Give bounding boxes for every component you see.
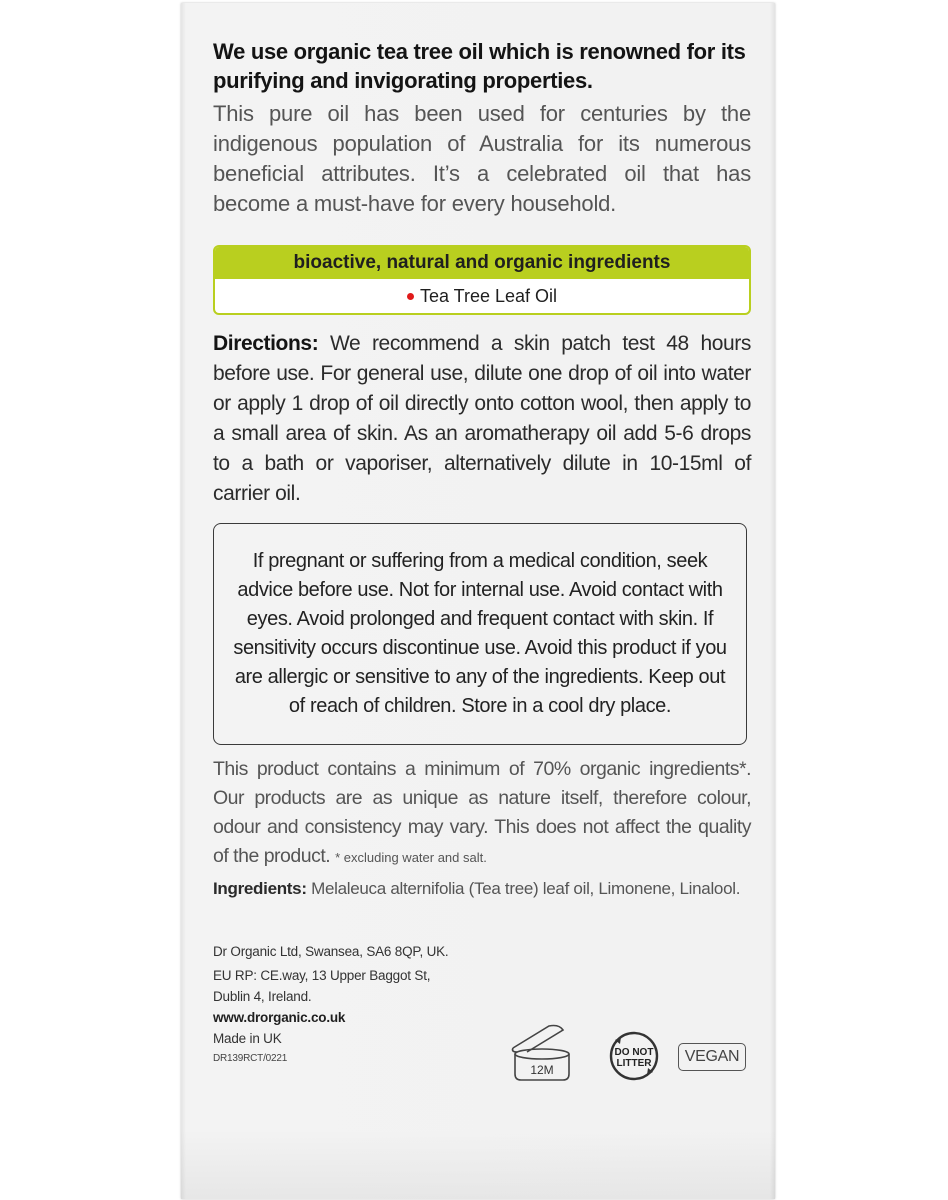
eu-rp-line-2: Dublin 4, Ireland. bbox=[213, 989, 312, 1004]
intro-body: This pure oil has been used for centuries by the indigenous population of Australia for its numerous beneficial attributes. It’s a celebrated oil that has become a must-have for every household. bbox=[213, 101, 751, 216]
organic-footnote: * excluding water and salt. bbox=[335, 850, 487, 865]
company-address: Dr Organic Ltd, Swansea, SA6 8QP, UK. bbox=[213, 944, 449, 959]
bullet-dot-icon bbox=[407, 293, 414, 300]
label-content bbox=[213, 37, 751, 1077]
organic-note-text: This product contains a minimum of 70% organic ingredients*. Our products are as unique as nature itself, therefore colour, odour and consistency may vary. This does not affect the quality of the product. bbox=[213, 758, 751, 867]
directions-text: We recommend a skin patch test 48 hours before use. For general use, dilute one drop of oil into water or apply 1 drop of oil directly onto cotton wool, then apply to a small area of skin. As an aromatherapy oil add 5-6 drops to a bath or vaporiser, alternatively dilute in 10-15ml of carrier oil. bbox=[213, 332, 751, 505]
open-jar-icon bbox=[509, 1022, 575, 1086]
do-not-text: DO NOT bbox=[614, 1047, 654, 1058]
ingredients-list-text: Melaleuca alternifolia (Tea tree) leaf oil, Limonene, Linalool. bbox=[306, 879, 741, 898]
made-in-text: Made in UK bbox=[213, 1031, 282, 1046]
litter-text: LITTER bbox=[616, 1058, 652, 1069]
batch-code: DR139RCT/0221 bbox=[213, 1053, 288, 1064]
directions-label: Directions: bbox=[213, 332, 319, 355]
manufacturer-address bbox=[213, 941, 513, 1069]
organic-note bbox=[213, 755, 751, 872]
do-not-litter-icon bbox=[603, 1028, 665, 1084]
vegan-badge: VEGAN bbox=[678, 1043, 746, 1071]
intro-heading: We use organic tea tree oil which is renowned for its purifying and invigorating properties. bbox=[213, 39, 746, 93]
ingredients-list bbox=[213, 877, 751, 901]
ingredients-list-label: Ingredients: bbox=[213, 879, 307, 898]
directions-paragraph bbox=[213, 329, 751, 509]
eu-rp-line-1: EU RP: CE.way, 13 Upper Baggot St, bbox=[213, 968, 431, 983]
key-ingredients-header: bioactive, natural and organic ingredients bbox=[215, 247, 749, 279]
warning-box bbox=[213, 523, 747, 745]
pao-label: 12M bbox=[530, 1063, 554, 1077]
key-ingredient-item bbox=[215, 279, 749, 313]
certification-symbols bbox=[509, 1022, 753, 1086]
website-text: www.drorganic.co.uk bbox=[213, 1010, 346, 1025]
key-ingredients-box bbox=[213, 245, 751, 315]
warning-text: If pregnant or suffering from a medical condition, seek advice before use. Not for internal use. Avoid contact with eyes. Avoid prolonged and frequent contact with skin. If sensitivity occurs discontinue use. Avoid this product if you are allergic or sensitive to any of the ingredients. Keep out of reach of children. Store in a cool dry place. bbox=[233, 550, 727, 717]
key-ingredient-label: Tea Tree Leaf Oil bbox=[419, 286, 558, 306]
